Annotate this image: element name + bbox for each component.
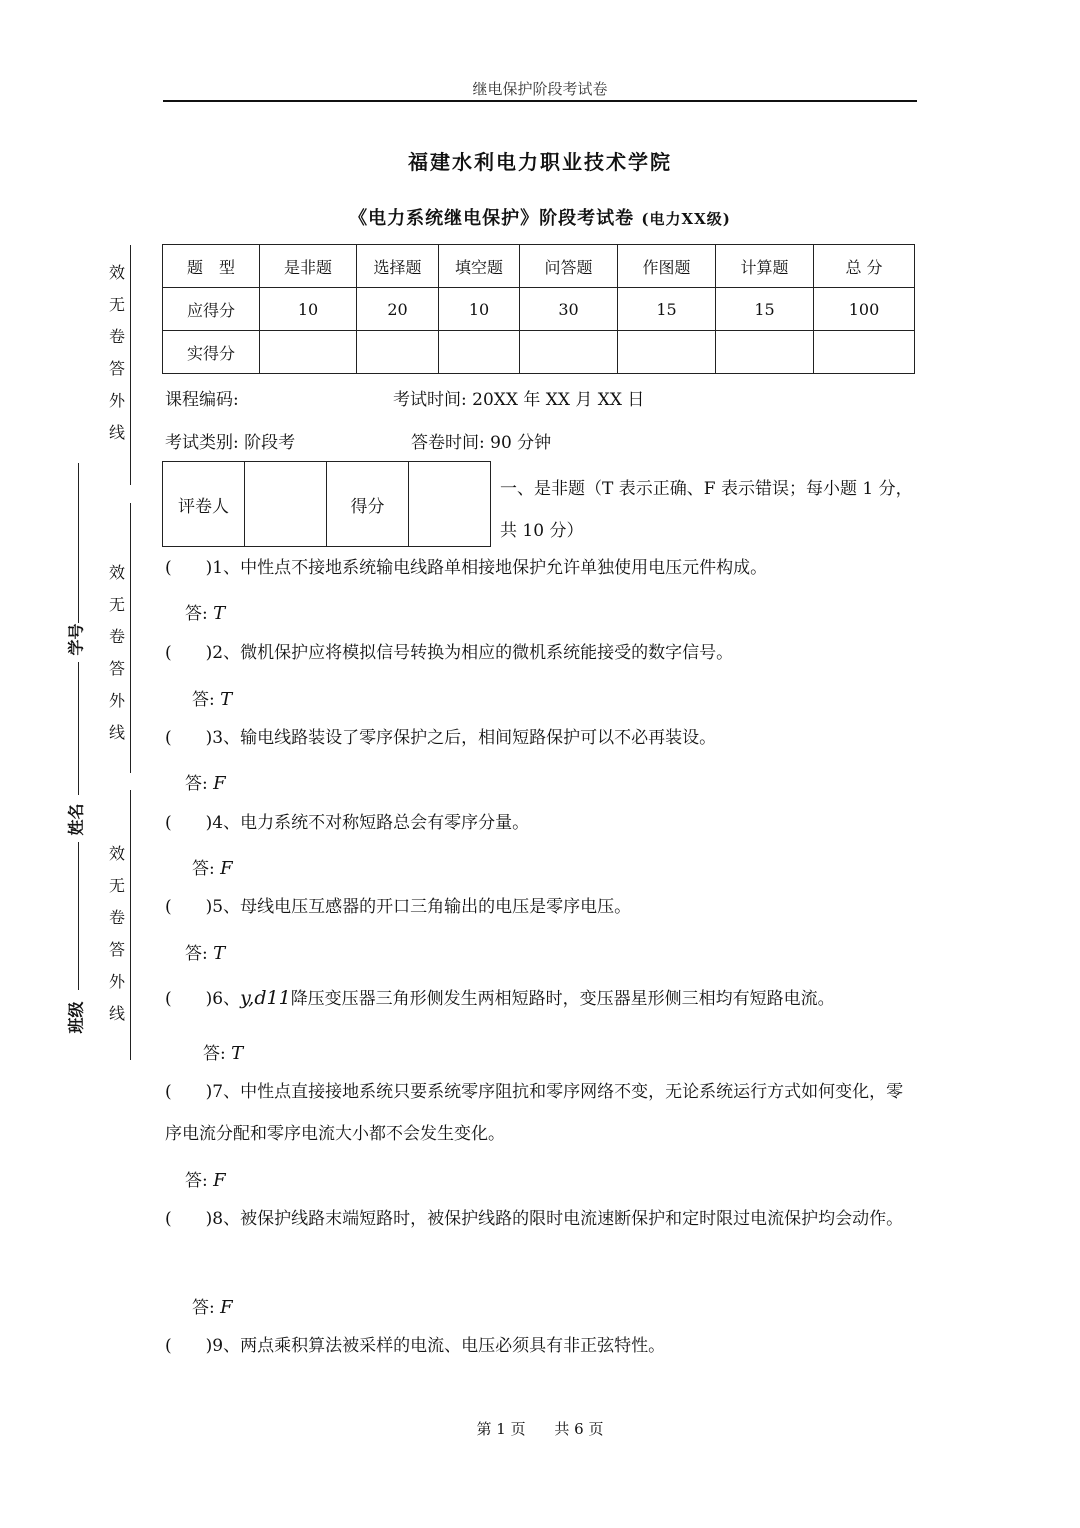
- seal-char: 答: [108, 359, 125, 378]
- question-2: ( )2、微机保护应将模拟信号转换为相应的微机系统能接受的数字信号。: [165, 643, 734, 663]
- question-1: ( )1、中性点不接地系统输电线路单相接地保护允许单独使用电压元件构成。: [165, 558, 768, 578]
- table-cell: 题 型: [163, 245, 260, 288]
- grader-table: [162, 461, 491, 547]
- seal-char: 效: [108, 263, 125, 282]
- answer-1: [185, 599, 225, 624]
- seal-char: 外: [108, 391, 125, 410]
- table-cell: 计算题: [716, 245, 814, 288]
- table-cell[interactable]: [716, 331, 814, 374]
- question-8: ( )8、被保护线路末端短路时，被保护线路的限时电流速断保护和定时限过电流保护均会动作。: [165, 1209, 904, 1229]
- seal-text-bottom: [106, 843, 128, 1025]
- table-cell: 选择题: [357, 245, 439, 288]
- answer-time: 答卷时间: 90 分钟: [411, 433, 552, 453]
- seal-text-top: [106, 262, 128, 444]
- answer-8: [192, 1293, 233, 1318]
- answer-3: [185, 769, 226, 794]
- table-cell: 30: [520, 288, 618, 331]
- answer-label: 答:: [203, 1044, 226, 1064]
- seal-char: 无: [108, 295, 125, 314]
- binding-line: [130, 245, 131, 485]
- seal-char: 线: [108, 723, 125, 742]
- student-id-underline[interactable]: [78, 463, 79, 623]
- seal-char: 无: [108, 876, 125, 895]
- table-cell: 应得分: [163, 288, 260, 331]
- score-table-actual-row: [163, 331, 915, 374]
- seal-char: 卷: [108, 908, 125, 927]
- question-4: ( )4、电力系统不对称短路总会有零序分量。: [165, 813, 530, 833]
- binding-line: [130, 503, 131, 773]
- seal-char: 卷: [108, 327, 125, 346]
- answer-label: 答:: [192, 859, 215, 879]
- answer-value: F: [220, 1297, 233, 1318]
- name-label: 姓名: [66, 803, 86, 836]
- table-cell: 10: [260, 288, 357, 331]
- seal-char: 效: [108, 563, 125, 582]
- answer-value: T: [213, 943, 226, 964]
- answer-label: 答:: [185, 1171, 208, 1191]
- seal-char: 答: [108, 659, 125, 678]
- answer-label: 答:: [185, 944, 208, 964]
- seal-text-middle: [106, 562, 128, 744]
- header-rule: [163, 100, 917, 102]
- answer-value: F: [213, 1170, 226, 1191]
- seal-char: 线: [108, 423, 125, 442]
- seal-char: 卷: [108, 627, 125, 646]
- question-6-math: y,d11: [240, 987, 291, 1009]
- exam-type: 考试类别: 阶段考: [165, 433, 296, 453]
- class-label: 班级: [66, 1001, 86, 1034]
- table-cell: 是非题: [260, 245, 357, 288]
- paper-title-main: 《电力系统继电保护》阶段考试卷: [349, 208, 635, 229]
- score-table-full-row: [163, 288, 915, 331]
- answer-2: [192, 685, 232, 710]
- seal-char: 外: [108, 691, 125, 710]
- answer-value: F: [213, 773, 226, 794]
- table-cell: 20: [357, 288, 439, 331]
- table-cell: 15: [618, 288, 716, 331]
- score-table-header-row: [163, 245, 915, 288]
- table-cell: 10: [439, 288, 520, 331]
- table-cell[interactable]: [439, 331, 520, 374]
- grader-label: 评卷人: [163, 462, 245, 547]
- table-cell[interactable]: [520, 331, 618, 374]
- answer-label: 答:: [185, 604, 208, 624]
- school-name: 福建水利电力职业技术学院: [408, 150, 672, 174]
- answer-value: T: [231, 1043, 244, 1064]
- answer-6: [203, 1039, 243, 1064]
- class-underline[interactable]: [78, 842, 79, 990]
- question-9: ( )9、两点乘积算法被采样的电流、电压必须具有非正弦特性。: [165, 1336, 666, 1356]
- question-7: ( )7、中性点直接接地系统只要系统零序阻抗和零序网络不变，无论系统运行方式如何变化，零序电流分配和零序电流大小都不会发生变化。: [165, 1082, 904, 1144]
- answer-label: 答:: [192, 1298, 215, 1318]
- grader-signature-cell[interactable]: [245, 462, 327, 547]
- seal-char: 答: [108, 940, 125, 959]
- page-number: 第 1 页: [476, 1420, 526, 1438]
- paper-title-suffix: (电力XX级): [641, 210, 731, 228]
- running-head: 继电保护阶段考试卷: [472, 80, 608, 98]
- question-3: ( )3、输电线路装设了零序保护之后，相间短路保护可以不必再装设。: [165, 728, 717, 748]
- table-cell: 100: [814, 288, 915, 331]
- table-cell[interactable]: [260, 331, 357, 374]
- answer-value: T: [220, 689, 233, 710]
- table-cell[interactable]: [357, 331, 439, 374]
- student-id-label: 学号: [66, 623, 86, 656]
- answer-4: [192, 854, 233, 879]
- name-underline[interactable]: [78, 662, 79, 795]
- answer-value: T: [213, 603, 226, 624]
- exam-time: 考试时间: 20XX 年 XX 月 XX 日: [393, 390, 645, 410]
- seal-char: 效: [108, 844, 125, 863]
- table-cell: 15: [716, 288, 814, 331]
- question-6-prefix: ( )6、: [165, 989, 241, 1009]
- page-footer: [0, 1418, 1080, 1439]
- table-cell: 问答题: [520, 245, 618, 288]
- answer-label: 答:: [185, 774, 208, 794]
- score-table: [162, 244, 915, 374]
- seal-char: 线: [108, 1004, 125, 1023]
- binding-line: [130, 790, 131, 1060]
- grader-score-cell[interactable]: [409, 462, 491, 547]
- section-title: 一、是非题（T 表示正确、F 表示错误；每小题 1 分，共 10 分）: [500, 479, 913, 541]
- answer-label: 答:: [192, 690, 215, 710]
- question-5: ( )5、母线电压互感器的开口三角输出的电压是零序电压。: [165, 897, 632, 917]
- table-cell: 作图题: [618, 245, 716, 288]
- answer-5: [185, 939, 225, 964]
- question-6: [165, 977, 917, 1020]
- table-cell: 总 分: [814, 245, 915, 288]
- course-code: 课程编码:: [165, 390, 239, 410]
- table-cell[interactable]: [814, 331, 915, 374]
- grader-score-label: 得分: [326, 462, 408, 547]
- question-6-suffix: 降压变压器三角形侧发生两相短路时，变压器星形侧三相均有短路电流。: [290, 989, 835, 1009]
- seal-char: 外: [108, 972, 125, 991]
- table-cell[interactable]: [618, 331, 716, 374]
- answer-value: F: [220, 858, 233, 879]
- answer-7: [185, 1166, 226, 1191]
- paper-title: [0, 204, 1080, 230]
- page-total: 共 6 页: [554, 1420, 604, 1438]
- table-cell: 填空题: [439, 245, 520, 288]
- seal-char: 无: [108, 595, 125, 614]
- table-cell: 实得分: [163, 331, 260, 374]
